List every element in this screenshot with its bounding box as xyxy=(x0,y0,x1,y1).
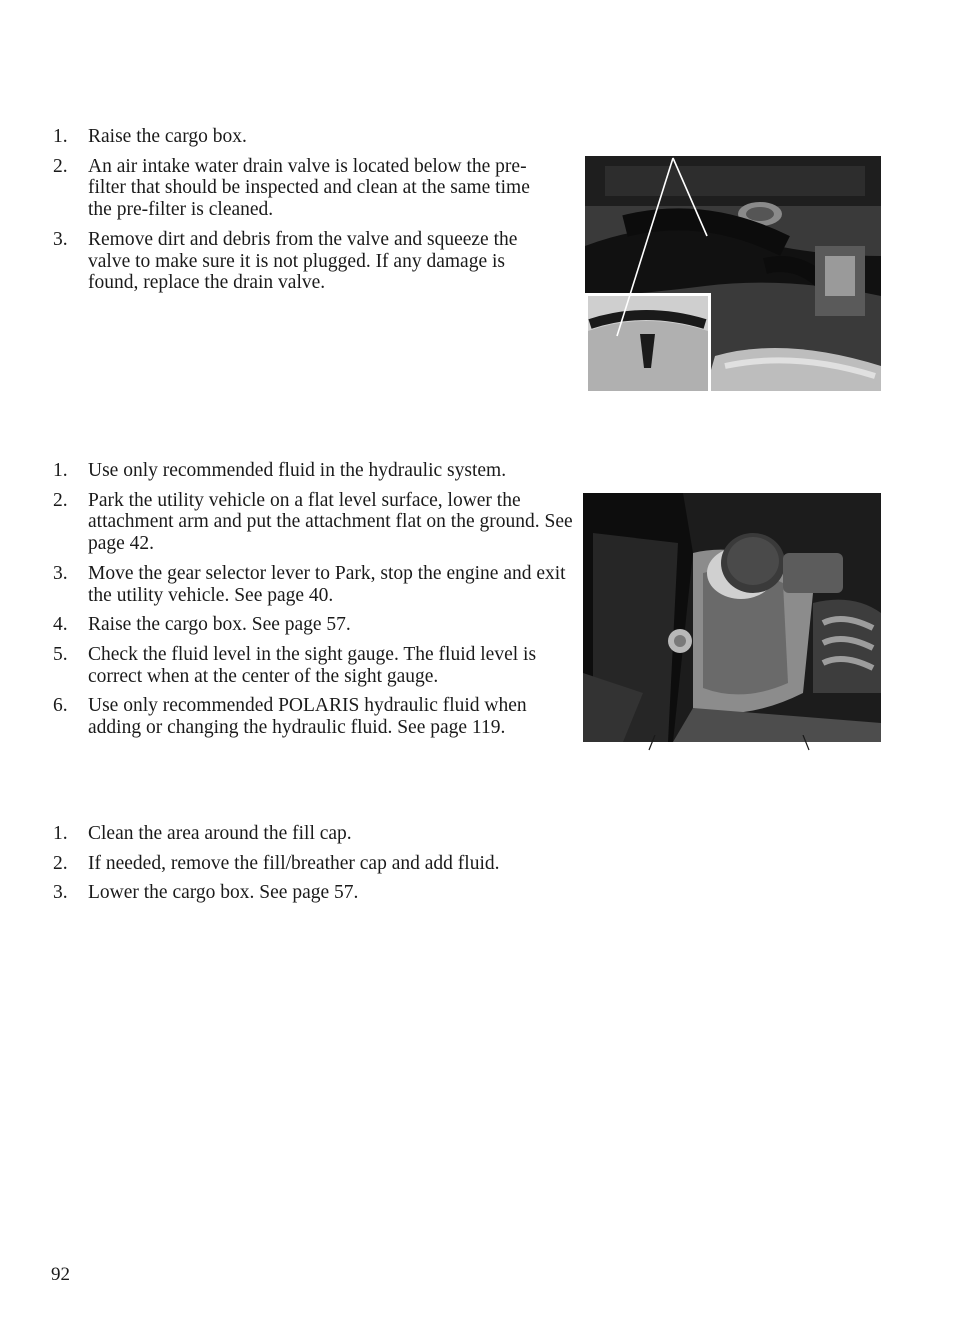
step-number: 1. xyxy=(53,126,68,147)
step-text: Clean the area around the fill cap. xyxy=(88,823,352,844)
list-item xyxy=(50,229,550,294)
list-item xyxy=(50,823,580,845)
step-number: 3. xyxy=(53,562,68,584)
drain-valve-illustration xyxy=(585,156,881,391)
step-number: 5. xyxy=(53,643,68,665)
list-item xyxy=(50,695,580,738)
step-text: Park the utility vehicle on a flat level surface, lower the attachment arm and put the attachment flat on the ground. See page 42. xyxy=(88,489,573,555)
step-number: 3. xyxy=(53,228,68,250)
hydraulic-reservoir-photo xyxy=(583,493,881,742)
hydraulic-reservoir-illustration xyxy=(583,493,881,742)
step-number: 6. xyxy=(53,695,68,717)
step-number: 2. xyxy=(53,489,68,511)
step-number: 1. xyxy=(53,823,68,844)
step-text: Lower the cargo box. See page 57. xyxy=(88,882,359,904)
list-item xyxy=(50,156,550,221)
list-item xyxy=(50,460,580,482)
step-text: Use only recommended POLARIS hydraulic fluid when adding or changing the hydraulic fluid. See page 119. xyxy=(88,695,527,739)
list-item xyxy=(50,126,550,148)
fill-cap-steps xyxy=(50,823,580,912)
step-text: If needed, remove the fill/breather cap and add fluid. xyxy=(88,852,500,874)
drain-valve-photo xyxy=(585,156,881,391)
list-item xyxy=(50,563,580,606)
hydraulic-fluid-steps xyxy=(50,460,580,747)
step-text: Raise the cargo box. xyxy=(88,126,247,147)
step-number: 1. xyxy=(53,460,68,481)
drain-valve-steps xyxy=(50,126,550,302)
step-text: An air intake water drain valve is located below the pre-filter that should be inspected and clean at the same time the pre-filter is cleaned. xyxy=(88,155,530,221)
list-item xyxy=(50,614,580,636)
callout-leader-lines xyxy=(583,735,881,755)
step-number: 4. xyxy=(53,614,68,636)
step-text: Move the gear selector lever to Park, stop the engine and exit the utility vehicle. See page 40. xyxy=(88,562,566,606)
list-item xyxy=(50,882,580,904)
step-number: 2. xyxy=(53,852,68,874)
step-text: Raise the cargo box. See page 57. xyxy=(88,614,351,636)
list-item xyxy=(50,490,580,555)
step-number: 2. xyxy=(53,155,68,177)
step-text: Use only recommended fluid in the hydraulic system. xyxy=(88,460,507,481)
list-item xyxy=(50,853,580,875)
step-number: 3. xyxy=(53,882,68,904)
step-text: Remove dirt and debris from the valve and squeeze the valve to make sure it is not plugged. If any damage is found, replace the drain valve. xyxy=(88,228,518,294)
page-number: 92 xyxy=(51,1264,70,1285)
step-text: Check the fluid level in the sight gauge. The fluid level is correct when at the center of the sight gauge. xyxy=(88,643,537,687)
list-item xyxy=(50,644,580,687)
